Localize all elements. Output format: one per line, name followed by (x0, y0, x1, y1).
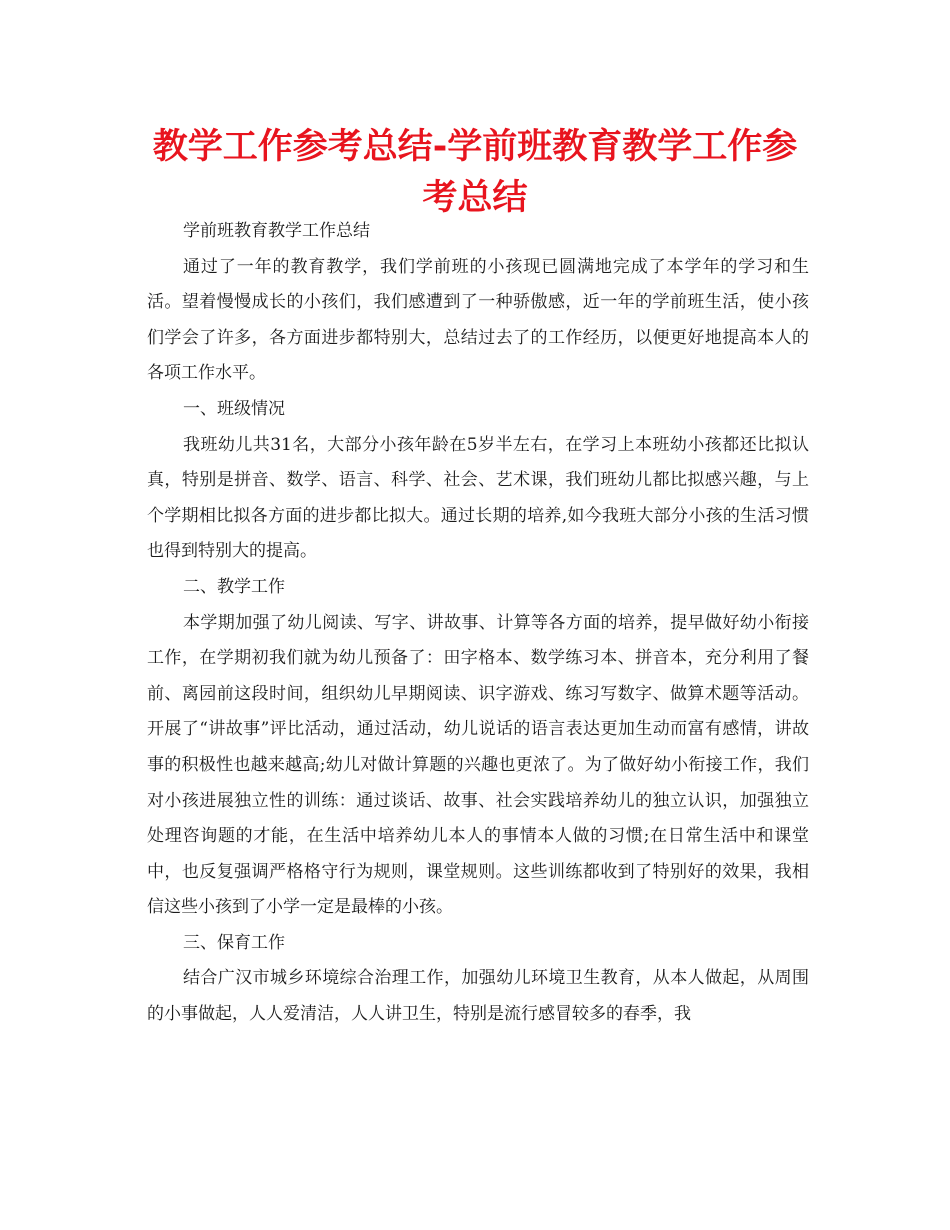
document-title: 教学工作参考总结-学前班教育教学工作参考总结 (152, 127, 798, 218)
section-subtitle: 学前班教育教学工作总结 (183, 221, 370, 241)
section-heading-care-work: 三、保育工作 (183, 932, 285, 953)
section-heading-teaching-work: 二、教学工作 (183, 576, 285, 597)
teaching-work-paragraph: 本学期加强了幼儿阅读、写字、讲故事、计算等各方面的培养，提早做好幼小衔接工作，在学期初我们就为幼儿预备了：田字格本、数学练习本、拼音本，充分利用了餐前、离园前这段时间，组织幼儿早期阅读、识字游戏、练习写数字、做算术题等活动。开展了“讲故事”评比活动，通过活动，幼儿说话的语言表达更加生动而富有感情，讲故事的积极性也越来越高;幼儿对做计算题的兴趣也更浓了。为了做好幼小衔接工作，我们对小孩进展独立性的训练：通过谈话、故事、社会实践培养幼儿的独立认识，加强独立处理咨询题的才能，在生活中培养幼儿本人的事情本人做的习惯;在日常生活中和课堂中，也反复强调严格格守行为规则，课堂规则。这些训练都收到了特别好的效果，我相信这些小孩到了小学一定是最棒的小孩。 (147, 612, 809, 918)
care-work-paragraph: 结合广汉市城乡环境综合治理工作，加强幼儿环境卫生教育，从本人做起，从周围的小事做起，人人爱清洁，人人讲卫生，特别是流行感冒较多的春季，我 (147, 968, 809, 1025)
intro-paragraph: 通过了一年的教育教学，我们学前班的小孩现已圆满地完成了本学年的学习和生活。望着慢慢成长的小孩们，我们感遭到了一种骄傲感，近一年的学前班生活，使小孩们学会了许多，各方面进步都特别大，总结过去了的工作经历，以便更好地提高本人的各项工作水平。 (147, 256, 809, 384)
section-heading-class-situation: 一、班级情况 (183, 398, 285, 419)
document-body (147, 214, 809, 1033)
class-situation-paragraph: 我班幼儿共31名，大部分小孩年龄在5岁半左右，在学习上本班幼小孩都还比拟认真，特别是拼音、数学、语言、科学、社会、艺术课，我们班幼儿都比拟感兴趣，与上个学期相比拟各方面的进步都比拟大。通过长期的培养,如今我班大部分小孩的生活习惯也得到特别大的提高。 (147, 434, 809, 562)
